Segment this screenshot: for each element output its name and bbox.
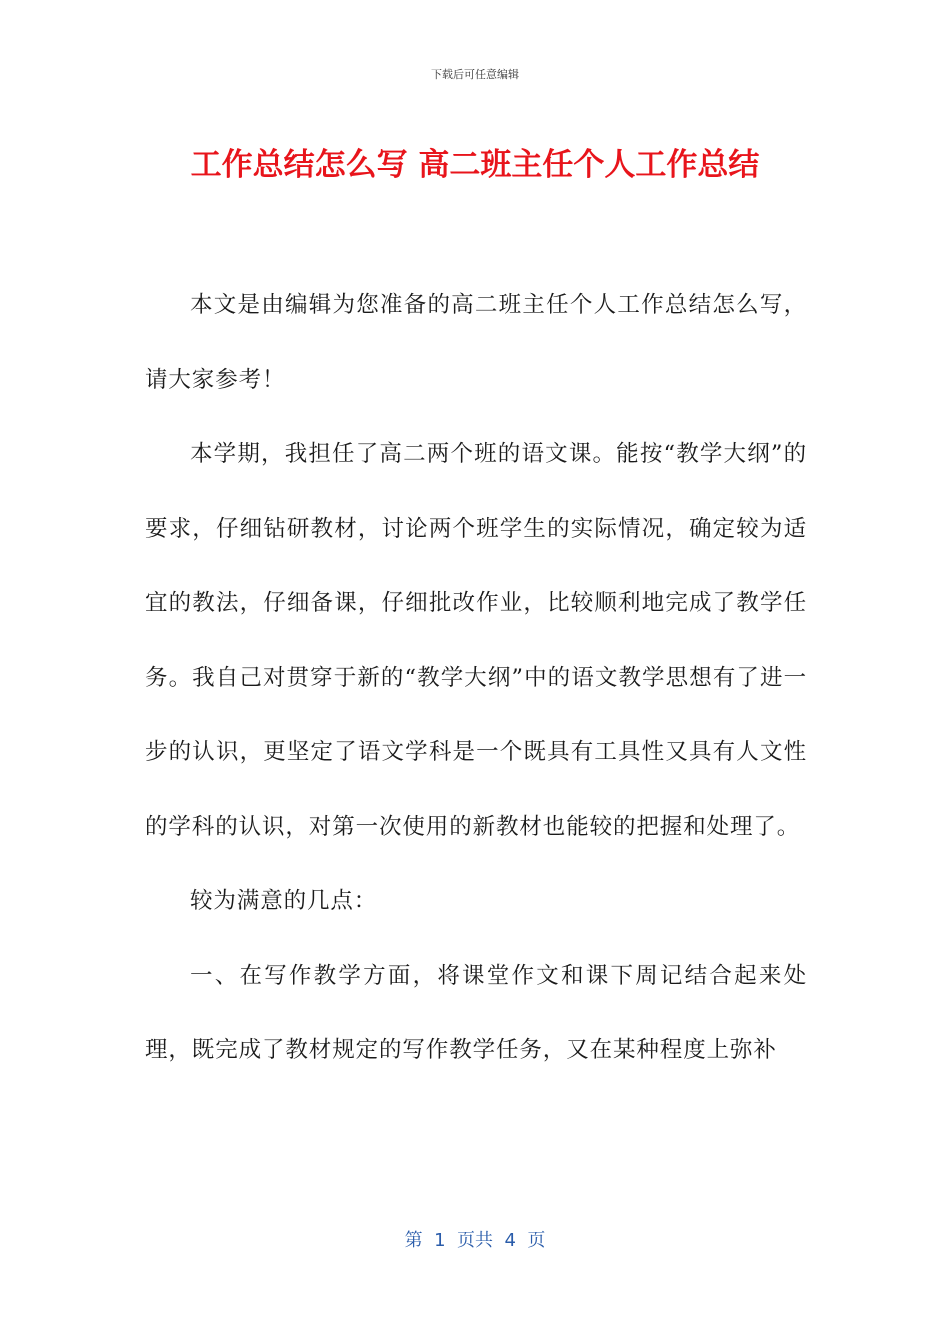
paragraph-teaching-summary: 本学期，我担任了高二两个班的语文课。能按“教学大纲”的要求，仔细钻研教材，讨论两个班学生的实际情况，确定较为适宜的教法，仔细备课，仔细批改作业，比较顺利地完成了教学任务。我自己对贯穿于新的“教学大纲”中的语文教学思想有了进一步的认识，更坚定了语文学科是一个既具有工具性又具有人文性的学科的认识，对第一次使用的新教材也能较的把握和处理了。 xyxy=(145,441,807,840)
paragraph-intro: 本文是由编辑为您准备的高二班主任个人工作总结怎么写，请大家参考！ xyxy=(145,292,807,393)
document-body xyxy=(145,268,807,1088)
header-note: 下载后可任意编辑 xyxy=(431,68,519,81)
paragraph-point-one: 一、在写作教学方面，将课堂作文和课下周记结合起来处理，既完成了教材规定的写作教学任务，又在某种程度上弥补 xyxy=(145,962,807,1063)
page-number-footer: 第 1 页共 4 页 xyxy=(404,1230,546,1251)
paragraph-satisfied-points: 较为满意的几点： xyxy=(190,888,378,914)
document-title: 工作总结怎么写 高二班主任个人工作总结 xyxy=(190,147,760,183)
